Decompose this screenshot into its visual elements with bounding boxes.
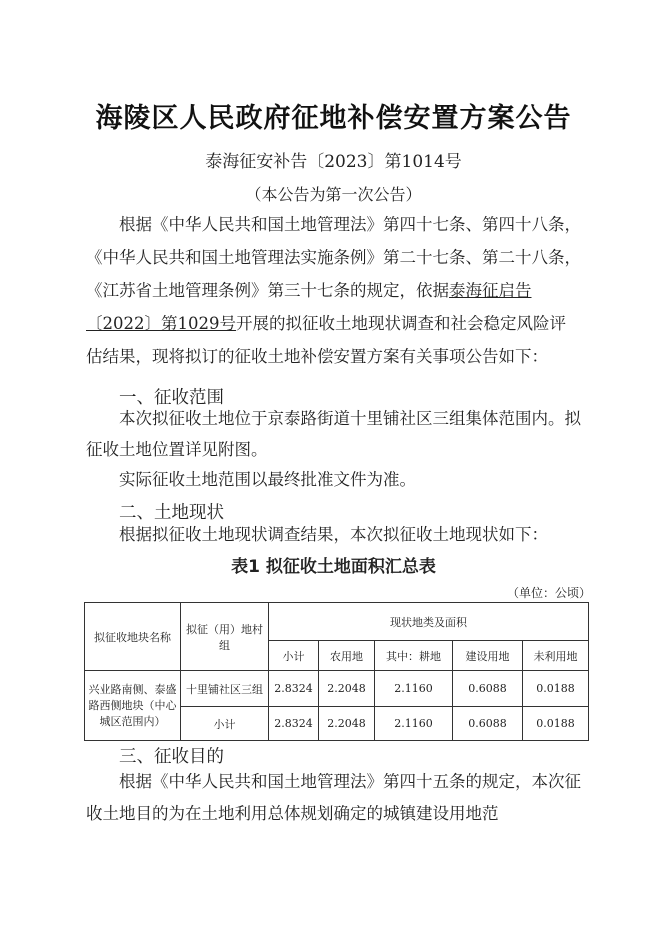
value-cell: 2.8324 bbox=[269, 671, 319, 707]
section1-paragraph: 本次拟征收土地位于京泰路街道十里铺社区三组集体范围内。拟征收土地位置详见附图。 bbox=[86, 409, 581, 459]
plot-name-cell: 兴业路南侧、泰盛路西侧地块（中心城区范围内） bbox=[85, 671, 181, 741]
header-agricultural: 农用地 bbox=[319, 641, 375, 671]
intro-paragraph bbox=[86, 208, 582, 373]
header-construction: 建设用地 bbox=[453, 641, 523, 671]
header-village: 拟征（用）地村组 bbox=[181, 603, 269, 671]
header-unused: 未利用地 bbox=[523, 641, 589, 671]
section1-heading: 一、征收范围 bbox=[119, 388, 224, 408]
table-title: 表1 拟征收土地面积汇总表 bbox=[231, 557, 436, 577]
section3-heading: 三、征收目的 bbox=[119, 747, 224, 767]
value-cell: 2.8324 bbox=[269, 707, 319, 741]
document-number: 泰海征安补告〔2023〕第1014号 bbox=[205, 152, 462, 172]
value-cell: 0.0188 bbox=[523, 707, 589, 741]
value-cell: 2.2048 bbox=[319, 707, 375, 741]
intro-text-1: 根据《中华人民共和国土地管理法》第四十七条、第四十八条，《中华人民共和国土地管理法实施条例》第二十七条、第二十八条，《江苏省土地管理条例》第三十七条的规定，依据 bbox=[86, 215, 581, 300]
value-cell: 0.6088 bbox=[453, 707, 523, 741]
village-cell: 十里铺社区三组 bbox=[181, 671, 269, 707]
value-cell: 0.0188 bbox=[523, 671, 589, 707]
page-title: 海陵区人民政府征地补偿安置方案公告 bbox=[95, 103, 572, 134]
header-cultivated: 其中：耕地 bbox=[375, 641, 453, 671]
reference-document: 泰海征启告〔2022〕第1029号 bbox=[86, 281, 532, 333]
village-cell: 小计 bbox=[181, 707, 269, 741]
value-cell: 0.6088 bbox=[453, 671, 523, 707]
header-land-status: 现状地类及面积 bbox=[269, 603, 589, 641]
intro-text-2: 开展的拟征收土地现状调查和社会稳定风险评估结果，现将拟订的征收土地补偿安置方案有关事项公告如下： bbox=[86, 314, 566, 366]
value-cell: 2.2048 bbox=[319, 671, 375, 707]
header-subtotal: 小计 bbox=[269, 641, 319, 671]
table-row bbox=[85, 671, 589, 707]
section1-note: 实际征收土地范围以最终批准文件为准。 bbox=[119, 470, 416, 489]
value-cell: 2.1160 bbox=[375, 671, 453, 707]
land-area-table bbox=[84, 602, 589, 741]
notice-label: （本公告为第一次公告） bbox=[245, 185, 422, 204]
table-unit: （单位：公顷） bbox=[506, 586, 591, 600]
section2-heading: 二、土地现状 bbox=[119, 503, 224, 523]
section2-paragraph: 根据拟征收土地现状调查结果，本次拟征收土地现状如下： bbox=[119, 525, 548, 544]
header-plot-name: 拟征收地块名称 bbox=[85, 603, 181, 671]
section3-paragraph: 根据《中华人民共和国土地管理法》第四十五条的规定，本次征收土地目的为在土地利用总体规划确定的城镇建设用地范 bbox=[86, 772, 581, 823]
value-cell: 2.1160 bbox=[375, 707, 453, 741]
